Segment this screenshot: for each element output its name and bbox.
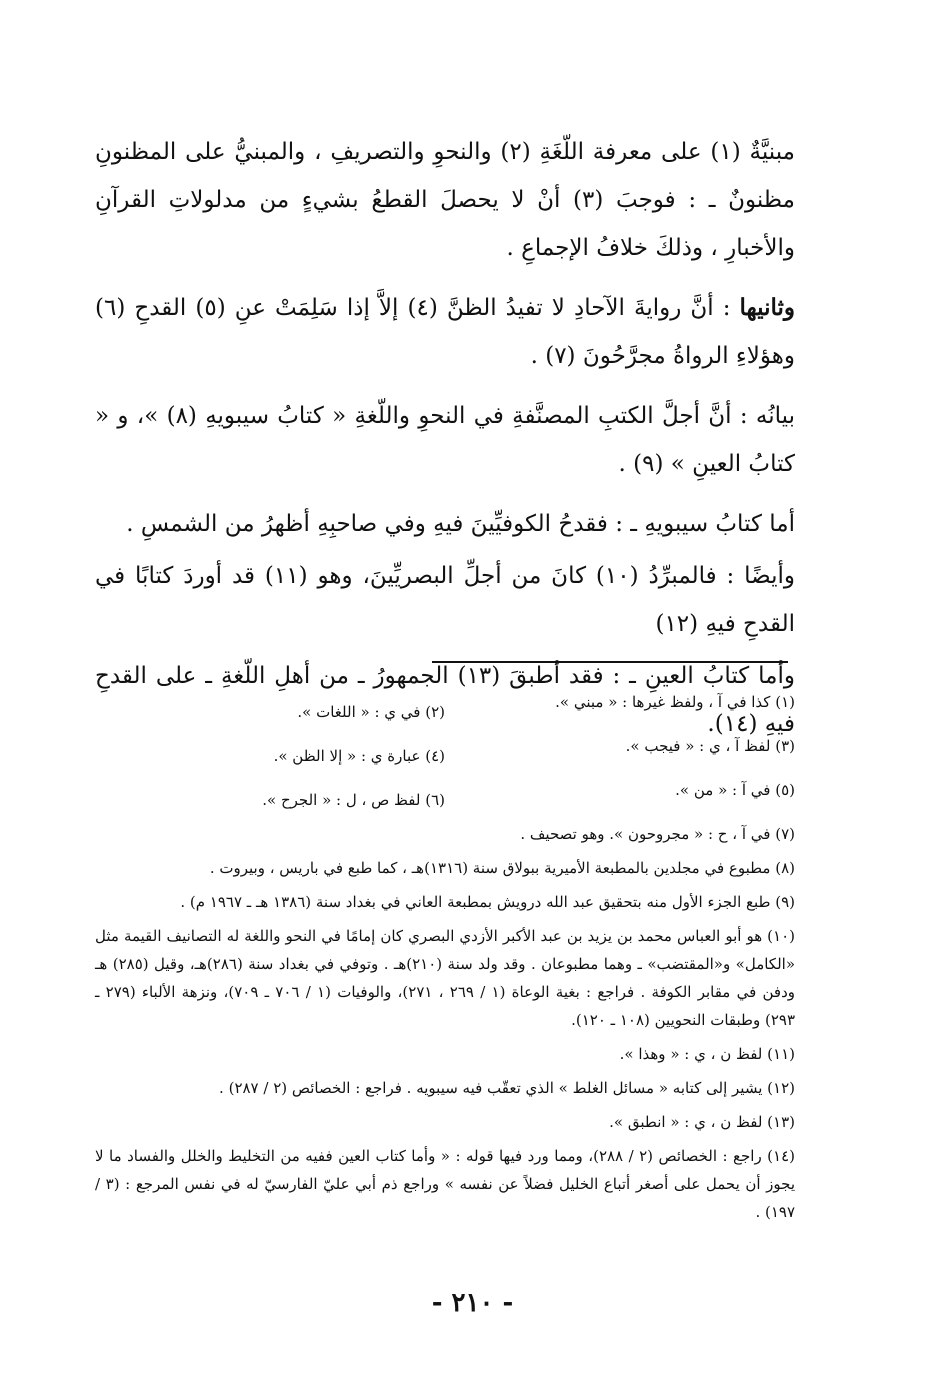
paragraph-3 <box>95 392 795 488</box>
paragraph-3-text: بيانُه : أنَّ أجلَّ الكتبِ المصنَّفةِ في النحوِ واللّغةِ « كتابُ سيبويهِ (٨) »، و « كتابُ العينِ » (٩) . <box>95 403 795 477</box>
footnote-12: (١٢) يشير إلى كتابه « مسائل الغلط » الذي تعقّب فيه سيبويه . فراجع : الخصائص (٢ / ٢٨٧) . <box>219 1079 795 1097</box>
main-text <box>95 128 795 760</box>
paragraph-4-line-1 <box>95 500 795 548</box>
paragraph-4-line-1-text: أما كتابُ سيبويهِ ـ : فقدحُ الكوفيِّينَ فيهِ وفي صاحبِهِ أظهرُ من الشمسِ . <box>126 511 795 537</box>
paragraph-2-lead: وثانيها <box>739 294 795 321</box>
footnote-4: (٤) عبارة ي : « إلا الظن ». <box>273 747 445 765</box>
footnote-13: (١٣) لفظ ن ، ي : « انطبق ». <box>609 1113 795 1131</box>
footnote-1: (١) كذا في آ ، ولفظ غيرها : « مبني ». <box>555 693 795 711</box>
footnote-7: (٧) في آ ، ح : « مجروحون ». وهو تصحيف . <box>520 825 795 843</box>
paragraph-1-text: مبنيَّةٌ (١) على معرفة اللّغَةِ (٢) والنحوِ والتصريفِ ، والمبنيُّ على المظنونِ مظنونٌ ـ : فوجبَ (٣) أنْ لا يحصلَ القطعُ بشيءٍ من مدلولاتِ القرآنِ والأخبارِ ، وذلكَ خلافُ الإجماعِ . <box>95 139 795 261</box>
footnote-10: (١٠) هو أبو العباس محمد بن يزيد بن عبد الأكبر الأزدي البصري كان إمامًا في النحو واللغة له التصانيف القيمة مثل «الكامل» و«المقتضب» ـ وهما مطبوعان . وقد ولد سنة (٢١٠)هـ . وتوفي في بغداد سنة (٢٨٦)هـ، وقيل (٢٨٥) هـ ودفن في مقابر الكوفة . فراجع : بغية الوعاة (١ / ٢٦٩ ، ٢٧١)، والوفيات (١ / ٧٠٦ ـ ٧٠٩)، ونزهة الألباء (٢٧٩ ـ ٢٩٣) وطبقات النحويين (١٠٨ ـ ١٢٠). <box>95 927 796 1029</box>
footnote-3: (٣) لفظ آ ، ي : « فيجب ». <box>625 737 795 755</box>
paragraph-4-line-3-text: وأما كتابُ العينِ ـ : فقد أطبقَ (١٣) الجمهورُ ـ من أهلِ اللّغةِ ـ على القدحِ فيهِ (١٤). <box>95 663 795 737</box>
footnote-row-2 <box>95 732 795 776</box>
paragraph-4-line-2-text: وأيضًا : فالمبرِّدُ (١٠) كانَ من أجلِّ البصريِّينَ، وهو (١١) قد أوردَ كتابًا في القدحِ فيهِ (١٢) <box>95 563 795 637</box>
footnote-9: (٩) طبع الجزء الأول منه بتحقيق عبد الله درويش بمطبعة العاني في بغداد سنة (١٣٨٦ هـ ـ ١٩٦٧ م) . <box>180 893 795 911</box>
footnote-14: (١٤) راجع : الخصائص (٢ / ٢٨٨)، ومما ورد فيها قوله : « وأما كتاب العين ففيه من التخليط والخلل والفساد ما لا يجوز أن يحمل على أصغر أتباع الخليل فضلاً عن نفسه » وراجع ذم أبي عليّ الفارسيّ له في نفس المرجع : (٣ / ١٩٧) . <box>95 1147 796 1221</box>
paragraph-2-text: : أنَّ روايةَ الآحادِ لا تفيدُ الظنَّ (٤) إلاَّ إذا سَلِمَتْ عنِ (٥) القدحِ (٦) وهؤلاءِ الرواةُ مجرَّحُونَ (٧) . <box>95 295 795 369</box>
footnote-5: (٥) في آ : « من ». <box>675 781 795 799</box>
footnote-6: (٦) لفظ ص ، ل : « الجرح ». <box>262 791 445 809</box>
paragraph-1 <box>95 128 795 272</box>
footnote-8: (٨) مطبوع في مجلدين بالمطبعة الأميرية ببولاق سنة (١٣١٦)هـ ، كما طبع في باريس ، وبيروت . <box>209 859 795 877</box>
footnote-11: (١١) لفظ ن ، ي : « وهذا ». <box>619 1045 795 1063</box>
footnote-separator <box>432 661 788 663</box>
footnotes <box>95 688 795 1232</box>
paragraph-2 <box>95 284 795 380</box>
footnote-row-3 <box>95 776 795 820</box>
footnote-2: (٢) في ي : « اللغات ». <box>297 703 445 721</box>
page-number: - ٢١٠ - <box>431 1288 514 1318</box>
paragraph-4-line-2 <box>95 552 795 648</box>
footnote-row-1 <box>95 688 795 732</box>
